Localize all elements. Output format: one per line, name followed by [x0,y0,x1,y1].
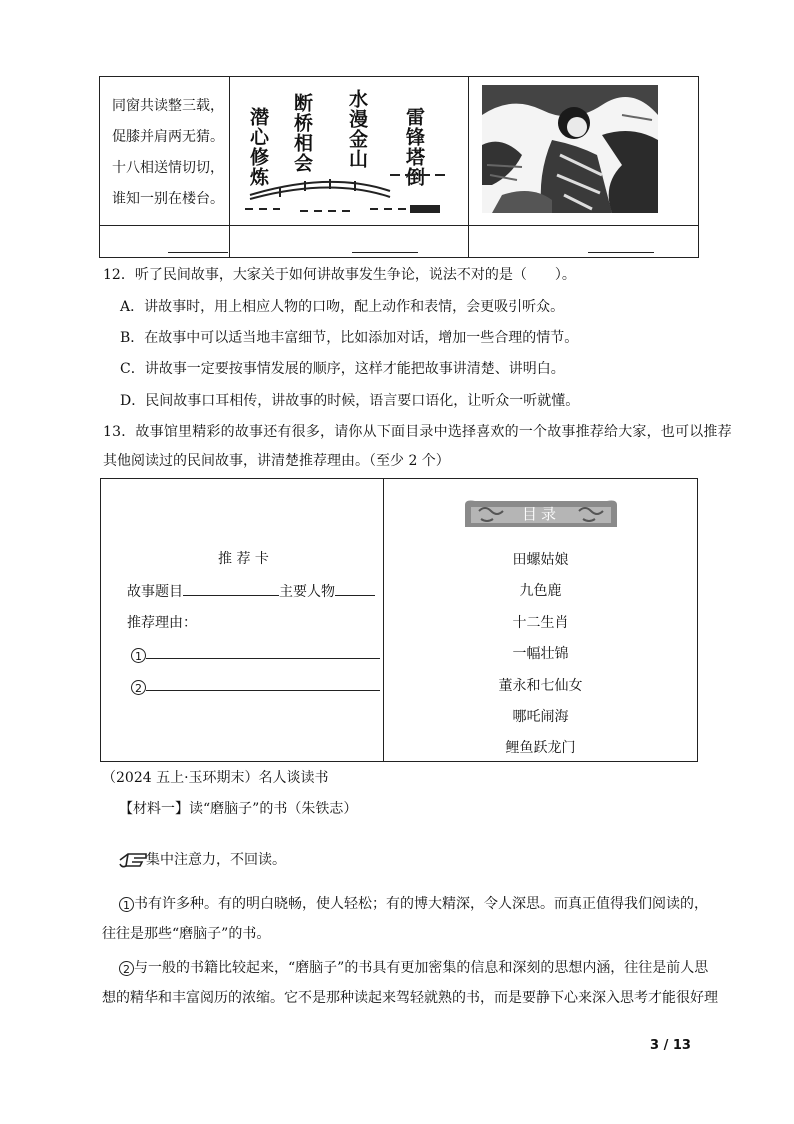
poem-line: 十八相送情切切， [112,160,224,176]
reason-blank[interactable] [146,676,380,691]
answer-blank[interactable] [168,237,228,253]
illustration-caption: 潜心修炼 [247,107,269,187]
bridge-illustration [240,83,456,219]
answer-blank[interactable] [352,237,418,253]
bridge-icon [240,83,456,219]
table-divider [229,77,230,257]
paragraph-2-cont: 想的精华和丰富阅历的浓缩。它不是那种读起来驾轻就熟的书，而是要静下心来深入思考才能很好理 [102,990,718,1006]
poem-line: 谁知一别在楼台。 [112,191,224,207]
circled-number-icon: 2 [131,680,146,695]
circled-number-icon: 1 [119,897,134,912]
paragraph-2 [119,954,708,982]
toc-banner [461,497,621,531]
toc-item: 田螺姑娘 [512,552,569,568]
paragraph-1-cont: 往往是那些“磨脑子”的书。 [102,926,271,942]
story-title-row [127,581,375,602]
question-12-option-a[interactable]: A．讲故事时，用上相应人物的口吻，配上动作和表情，会更吸引听众。 [120,299,565,315]
reason-label: 推荐理由： [127,615,197,631]
question-13-stem: 其他阅读过的民间故事，讲清楚推荐理由。（至少 2 个） [103,453,450,469]
woodcut-figure-illustration [482,85,658,213]
main-character-blank[interactable] [335,581,375,596]
illustration-caption: 断桥相会 [291,93,313,173]
recommendation-table [100,478,698,762]
material-title: 【材料一】读“磨脑子”的书（朱铁志） [119,801,358,817]
question-12-option-b[interactable]: B．在故事中可以适当地丰富细节，比如添加对话，增加一些合理的情节。 [120,330,579,346]
story-match-table [99,76,699,258]
story-title-blank[interactable] [183,581,279,596]
question-12-stem: 12．听了民间故事，大家关于如何讲故事发生争论，说法不对的是（ ）。 [103,267,576,283]
answer-blank[interactable] [588,237,654,253]
toc-item: 鲤鱼跃龙门 [505,740,576,756]
paragraph-1 [119,890,708,918]
toc-header: 目录 [521,505,560,523]
toc-item: 董永和七仙女 [498,678,583,694]
page-number: 3 / 13 [650,1038,691,1053]
paragraph-text: 书有许多种。有的明白晓畅，使人轻松；有的博大精深，令人深思。而真正值得我们阅读的， [134,896,708,912]
toc-item: 九色鹿 [519,583,562,599]
reading-source: （2024 五上·玉环期末）名人谈读书 [102,770,329,786]
reason-blank[interactable] [146,644,380,659]
table-divider [100,225,698,226]
pointing-hand-icon [118,848,148,872]
paragraph-text: 与一般的书籍比较起来，“磨脑子”的书具有更加密集的信息和深刻的思想内涵，往往是前人思 [134,960,709,976]
toc-item: 十二生肖 [512,615,569,631]
reason-row-2 [131,676,380,697]
card-title: 推 荐 卡 [218,551,269,567]
illustration-caption: 雷锋塔倒 [403,107,425,187]
illustration-caption: 水漫金山 [346,89,368,169]
table-divider [468,77,469,257]
question-13-stem: 13．故事馆里精彩的故事还有很多，请你从下面目录中选择喜欢的一个故事推荐给大家，也可以推荐 [103,424,732,440]
circled-number-icon: 1 [131,648,146,663]
main-character-label: 主要人物 [279,584,335,600]
reason-row-1 [131,644,380,665]
reading-tip: 集中注意力，不回读。 [146,852,286,868]
poem-line: 同窗共读整三载， [112,98,224,114]
circled-number-icon: 2 [119,961,134,976]
story-title-label: 故事题目 [127,584,183,600]
question-12-option-c[interactable]: C．讲故事一定要按事情发展的顺序，这样才能把故事讲清楚、讲明白。 [120,361,565,377]
toc-item: 一幅壮锦 [512,646,569,662]
toc-item: 哪吒闹海 [512,709,569,725]
poem-line: 促膝并肩两无猜。 [112,129,224,145]
question-12-option-d[interactable]: D．民间故事口耳相传，讲故事的时候，语言要口语化，让听众一听就懂。 [120,393,580,409]
